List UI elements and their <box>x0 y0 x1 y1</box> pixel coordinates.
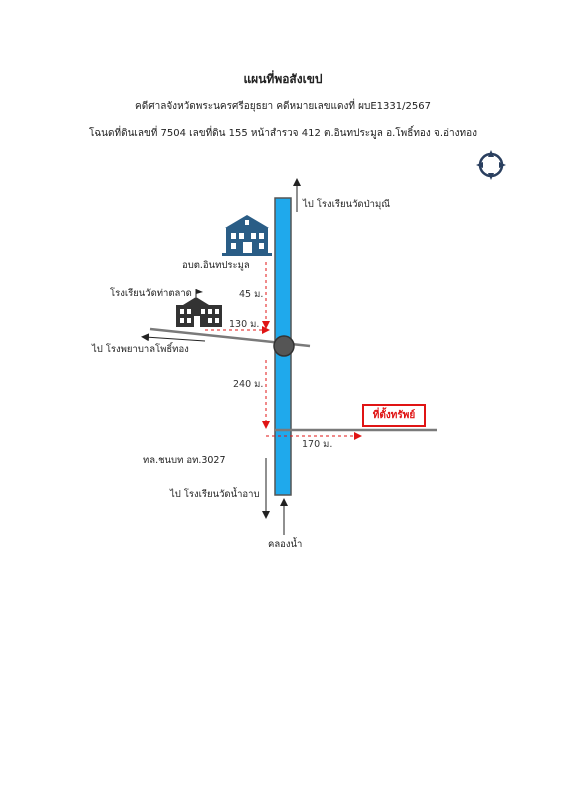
intersection-marker <box>274 336 294 356</box>
page-title: แผนที่พอสังเขป <box>243 72 323 86</box>
label-road-name: ทล.ชนบท อท.3027 <box>143 455 226 466</box>
compass-icon <box>476 150 506 180</box>
case-subtitle: คดีศาลจังหวัดพระนครศรีอยุธยา คดีหมายเลขแดงที่ ผบE1331/2567 <box>135 101 431 112</box>
deed-subtitle: โฉนดที่ดินเลขที่ 7504 เลขที่ดิน 155 หน้าสำรวจ 412 ต.อินทประมูล อ.โพธิ์ทอง จ.อ่างทอง <box>88 128 478 139</box>
distance-240m: 240 ม. <box>233 379 264 390</box>
label-wat-tha-talat-school: โรงเรียนวัดท่าตลาด <box>110 288 192 299</box>
label-sao-inthapramun: อบต.อินทประมูล <box>182 260 250 271</box>
label-to-wat-pamuni: ไป โรงเรียนวัดป่ามุณี <box>303 199 391 210</box>
arrow-west <box>145 337 205 341</box>
label-to-wat-nam-ab: ไป โรงเรียนวัดน้ำอาบ <box>170 489 260 500</box>
label-canal: คลองน้ำ <box>268 539 303 550</box>
distance-45m: 45 ม. <box>239 289 264 300</box>
government-building-icon <box>222 215 272 256</box>
distance-170m: 170 ม. <box>302 439 333 450</box>
distance-130m: 130 ม. <box>229 319 260 330</box>
label-to-hospital: ไป โรงพยาบาลโพธิ์ทอง <box>92 344 189 355</box>
property-location-label: ที่ตั้งทรัพย์ <box>362 404 426 427</box>
